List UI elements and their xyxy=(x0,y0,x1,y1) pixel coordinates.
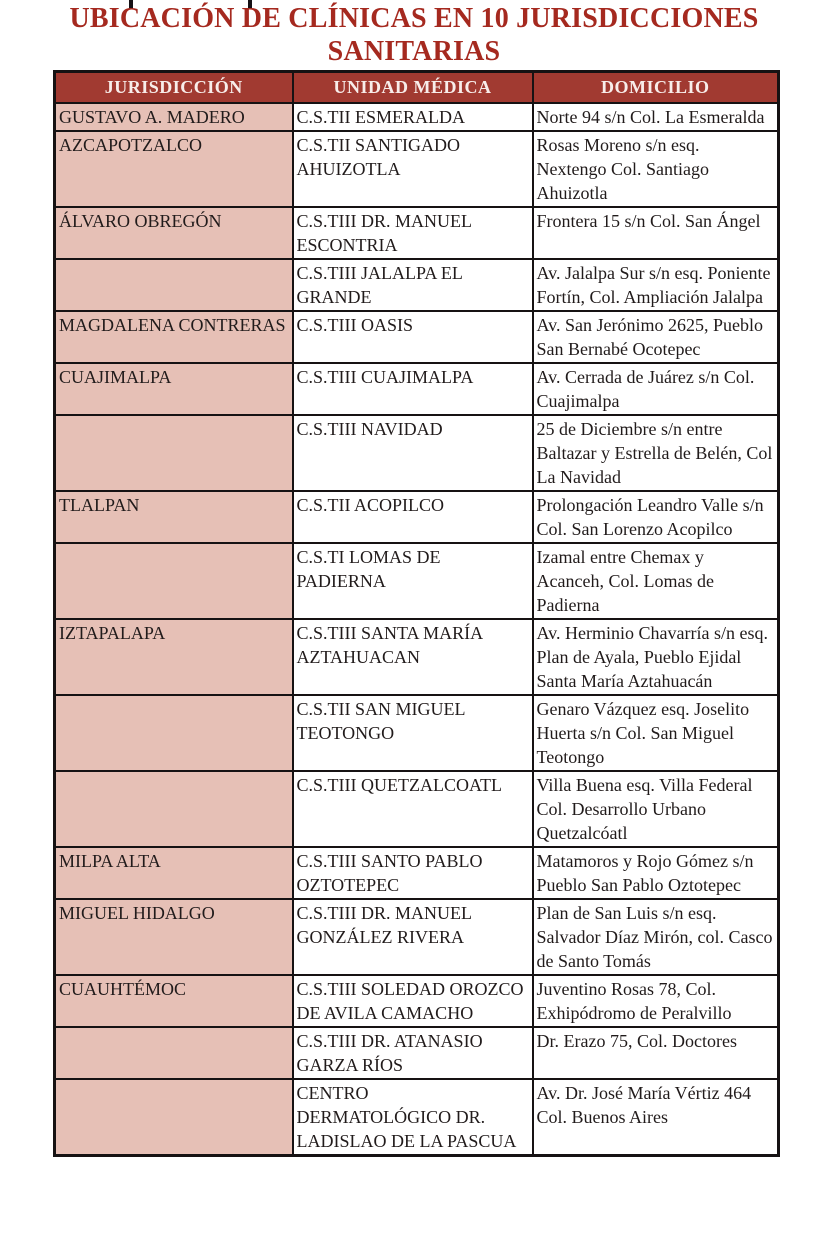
unidad-medica-cell: C.S.TII SANTIGADO AHUIZOTLA xyxy=(293,131,533,207)
jurisdiccion-cell xyxy=(55,1079,293,1156)
unidad-medica-cell: C.S.TIII SOLEDAD OROZCO DE AVILA CAMACHO xyxy=(293,975,533,1027)
table-row xyxy=(55,311,779,363)
unidad-medica-cell: C.S.TIII DR. MANUEL ESCONTRIA xyxy=(293,207,533,259)
jurisdiccion-cell xyxy=(55,259,293,311)
domicilio-cell: Av. Dr. José María Vértiz 464 Col. Buenos Aires xyxy=(533,1079,779,1156)
header-unidad-medica: UNIDAD MÉDICA xyxy=(293,72,533,104)
domicilio-cell: Av. Cerrada de Juárez s/n Col. Cuajimalpa xyxy=(533,363,779,415)
domicilio-cell: 25 de Diciembre s/n entre Baltazar y Estrella de Belén, Col La Navidad xyxy=(533,415,779,491)
unidad-medica-cell: C.S.TI LOMAS DE PADIERNA xyxy=(293,543,533,619)
jurisdiccion-cell: ÁLVARO OBREGÓN xyxy=(55,207,293,259)
page-title-line1: UBICACIÓN DE CLÍNICAS EN 10 JURISDICCIONES xyxy=(69,3,759,34)
table-row xyxy=(55,259,779,311)
table-row xyxy=(55,619,779,695)
domicilio-cell: Prolongación Leandro Valle s/n Col. San Lorenzo Acopilco xyxy=(533,491,779,543)
domicilio-cell: Av. Jalalpa Sur s/n esq. Poniente Fortín, Col. Ampliación Jalalpa xyxy=(533,259,779,311)
unidad-medica-cell: CENTRO DERMATOLÓGICO DR. LADISLAO DE LA PASCUA xyxy=(293,1079,533,1156)
table-row xyxy=(55,975,779,1027)
jurisdiccion-cell xyxy=(55,695,293,771)
jurisdiccion-cell: MILPA ALTA xyxy=(55,847,293,899)
unidad-medica-cell: C.S.TIII CUAJIMALPA xyxy=(293,363,533,415)
jurisdiccion-cell: IZTAPALAPA xyxy=(55,619,293,695)
unidad-medica-cell: C.S.TIII OASIS xyxy=(293,311,533,363)
domicilio-cell: Villa Buena esq. Villa Federal Col. Desarrollo Urbano Quetzalcóatl xyxy=(533,771,779,847)
unidad-medica-cell: C.S.TIII SANTO PABLO OZTOTEPEC xyxy=(293,847,533,899)
clinics-table xyxy=(53,70,780,1157)
table-row xyxy=(55,491,779,543)
jurisdiccion-cell xyxy=(55,543,293,619)
jurisdiccion-cell: GUSTAVO A. MADERO xyxy=(55,103,293,131)
unidad-medica-cell: C.S.TIII DR. MANUEL GONZÁLEZ RIVERA xyxy=(293,899,533,975)
header-domicilio: DOMICILIO xyxy=(533,72,779,104)
table-row xyxy=(55,1027,779,1079)
domicilio-cell: Genaro Vázquez esq. Joselito Huerta s/n Col. San Miguel Teotongo xyxy=(533,695,779,771)
domicilio-cell: Matamoros y Rojo Gómez s/n Pueblo San Pablo Oztotepec xyxy=(533,847,779,899)
table-header-row xyxy=(55,72,779,104)
unidad-medica-cell: C.S.TII SAN MIGUEL TEOTONGO xyxy=(293,695,533,771)
jurisdiccion-cell: CUAJIMALPA xyxy=(55,363,293,415)
jurisdiccion-cell: AZCAPOTZALCO xyxy=(55,131,293,207)
domicilio-cell: Izamal entre Chemax y Acanceh, Col. Lomas de Padierna xyxy=(533,543,779,619)
unidad-medica-cell: C.S.TIII DR. ATANASIO GARZA RÍOS xyxy=(293,1027,533,1079)
jurisdiccion-cell xyxy=(55,1027,293,1079)
domicilio-cell: Av. Herminio Chavarría s/n esq. Plan de Ayala, Pueblo Ejidal Santa María Aztahuacán xyxy=(533,619,779,695)
jurisdiccion-cell xyxy=(55,415,293,491)
jurisdiccion-cell: TLALPAN xyxy=(55,491,293,543)
jurisdiccion-cell: MAGDALENA CONTRERAS xyxy=(55,311,293,363)
table-row xyxy=(55,131,779,207)
unidad-medica-cell: C.S.TIII SANTA MARÍA AZTAHUACAN xyxy=(293,619,533,695)
table-row xyxy=(55,695,779,771)
jurisdiccion-cell: CUAUHTÉMOC xyxy=(55,975,293,1027)
unidad-medica-cell: C.S.TII ESMERALDA xyxy=(293,103,533,131)
domicilio-cell: Rosas Moreno s/n esq. Nextengo Col. Santiago Ahuizotla xyxy=(533,131,779,207)
table-row xyxy=(55,1079,779,1156)
header-jurisdiccion: JURISDICCIÓN xyxy=(55,72,293,104)
unidad-medica-cell: C.S.TIII JALALPA EL GRANDE xyxy=(293,259,533,311)
page-title xyxy=(0,2,828,68)
table-row xyxy=(55,207,779,259)
domicilio-cell: Dr. Erazo 75, Col. Doctores xyxy=(533,1027,779,1079)
table-row xyxy=(55,103,779,131)
jurisdiccion-cell: MIGUEL HIDALGO xyxy=(55,899,293,975)
domicilio-cell: Juventino Rosas 78, Col. Exhipódromo de Peralvillo xyxy=(533,975,779,1027)
domicilio-cell: Plan de San Luis s/n esq. Salvador Díaz Mirón, col. Casco de Santo Tomás xyxy=(533,899,779,975)
table-row xyxy=(55,543,779,619)
unidad-medica-cell: C.S.TIII NAVIDAD xyxy=(293,415,533,491)
table-row xyxy=(55,415,779,491)
unidad-medica-cell: C.S.TIII QUETZALCOATL xyxy=(293,771,533,847)
page-title-line2: SANITARIAS xyxy=(327,36,501,67)
jurisdiccion-cell xyxy=(55,771,293,847)
domicilio-cell: Av. San Jerónimo 2625, Pueblo San Bernabé Ocotepec xyxy=(533,311,779,363)
domicilio-cell: Norte 94 s/n Col. La Esmeralda xyxy=(533,103,779,131)
table-row xyxy=(55,363,779,415)
domicilio-cell: Frontera 15 s/n Col. San Ángel xyxy=(533,207,779,259)
table-row xyxy=(55,847,779,899)
table-row xyxy=(55,771,779,847)
table-body xyxy=(55,103,779,1156)
table-row xyxy=(55,899,779,975)
unidad-medica-cell: C.S.TII ACOPILCO xyxy=(293,491,533,543)
